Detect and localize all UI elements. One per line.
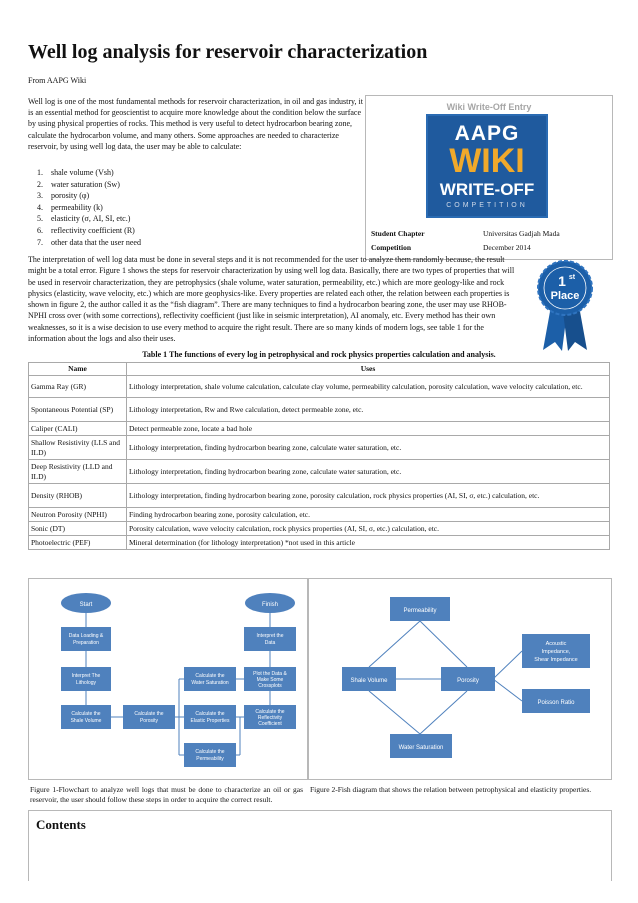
flowchart-permeability-label-2: Permeability	[196, 756, 224, 762]
list-text: permeability (k)	[51, 202, 103, 212]
intro-text: Well log is one of the most fundamental methods for reservoir characterization, in oil and gas industry, it is an essential method for geoscientist to acquire more knowledge about the condition below the surface by using physical properties of rocks. This method is very useful to detect hydrocarbon bearing zone, calculate the hydrocarbon volume, and many others. Some approaches are needed to characterize reservoir, by using well log data, the user may be able to calculate:	[28, 97, 363, 151]
flowchart-load-node	[61, 627, 111, 651]
flowchart-plot-label-1: Plot the Data &	[253, 671, 287, 677]
log-functions-table	[28, 362, 610, 550]
flowchart-elastic-node	[184, 705, 236, 729]
first-place-ribbon-icon	[535, 258, 595, 353]
body-paragraph	[28, 254, 520, 344]
flowchart-interpret-node	[244, 627, 296, 651]
list-text: other data that the user need	[51, 237, 141, 247]
figure-2-fish-diagram	[308, 578, 612, 780]
column-header-name: Name	[29, 363, 127, 376]
log-uses: Lithology interpretation, finding hydrocarbon bearing zone, porosity calculation, rock physics properties (AI, SI, σ, etc.) calculation, etc.	[127, 484, 610, 508]
flowchart-shale-volume-label-2: Shale Volume	[70, 718, 102, 724]
body-text: The interpretation of well log data must be done in several steps and it is not recommended for the user to analyze them randomly because, the result might be a total error. Figure 1 shows the steps for reservoir characterization by using well log data. Basically, there are two types of properties that will be used in reservoir characterization, they are petrophysics (shale volume, water saturation, permeability, etc.) which are more geology-like and rock physics (elasticity, wave velocity, etc.) which are more geophysics-like. Every properties are related each other, the relation between each properties is shown in figure 2, the author called it as the “fish diagram”. There are many techniques to find a hydrocarbon bearing zone, the user may use RHOB-NPHI cross over (with some corrections), reflectivity coefficient (just like in seismic interpretation), AI anomaly, etc. Every method has their own weaknesses, so it is a wise decision to use every method to acquire the right result. There are so many kinds of modern logs, see table 1 for the information about the logs and also their uses.	[28, 255, 515, 344]
log-name: Gamma Ray (GR)	[29, 376, 127, 398]
log-name: Density (RHOB)	[29, 484, 127, 508]
table-row	[29, 460, 610, 484]
flowchart-lithology-label-2: Lithology	[75, 680, 97, 686]
list-item	[37, 225, 141, 237]
log-name: Sonic (DT)	[29, 522, 127, 536]
logo-competition-text: COMPETITION	[446, 202, 528, 209]
logo-wiki-text: WIKI	[449, 142, 525, 180]
wiki-write-off-infobox	[365, 95, 613, 260]
flowchart-arrows	[86, 612, 270, 755]
flowchart-shale-volume-node	[61, 705, 111, 729]
fish-porosity-label: Porosity	[457, 678, 479, 684]
flowchart-permeability-node	[184, 743, 236, 767]
fish-acoustic-label-3: Shear Impedance	[534, 657, 578, 663]
table-row	[29, 522, 610, 536]
column-header-uses: Uses	[127, 363, 610, 376]
list-item	[37, 179, 141, 191]
list-text: reflectivity coefficient (R)	[51, 225, 135, 235]
log-uses: Lithology interpretation, Rw and Rwe calculation, detect permeable zone, etc.	[127, 398, 610, 422]
page-title: Well log analysis for reservoir characterization	[28, 41, 428, 63]
infobox-value: Universitas Gadjah Mada	[483, 229, 560, 238]
table-row	[29, 398, 610, 422]
flowchart-reflectivity-label-1: Calculate the	[255, 709, 285, 715]
table-header-row	[29, 363, 610, 376]
table-row	[29, 376, 610, 398]
log-name: Shallow Resistivity (LLS and ILD)	[29, 436, 127, 460]
flowchart-lithology-label-1: Interpret The	[71, 673, 101, 679]
flowchart-start-label: Start	[79, 602, 93, 608]
log-name: Caliper (CALI)	[29, 422, 127, 436]
flowchart-elastic-label-1: Calculate the	[195, 711, 225, 717]
log-uses: Porosity calculation, wave velocity calculation, rock physics properties (AI, SI, σ, etc.) calculation, etc.	[127, 522, 610, 536]
flowchart-water-saturation-label-2: Water Saturation	[191, 680, 229, 686]
contents-box	[28, 810, 612, 881]
list-text: elasticity (σ, AI, SI, etc.)	[51, 214, 131, 224]
list-number: 1.	[37, 168, 43, 177]
fish-water-saturation-label: Water Saturation	[398, 745, 444, 751]
figure-1-caption: Figure 1-Flowchart to analyze well logs that must be done to characterize an oil or gas reservoir, the user should follow these steps in order to acquire the correct result.	[30, 785, 303, 804]
table-row	[29, 508, 610, 522]
list-item	[37, 213, 141, 225]
table-row	[29, 536, 610, 550]
list-item	[37, 237, 141, 249]
flowchart-load-label-2: Preparation	[73, 640, 99, 646]
flowchart-plot-label-3: Crossplots	[258, 683, 282, 689]
flowchart-interpret-label-1: Interpret the	[256, 633, 284, 639]
list-text: shale volume (Vsh)	[51, 168, 114, 177]
log-uses: Finding hydrocarbon bearing zone, porosity calculation, etc.	[127, 508, 610, 522]
list-number: 3.	[37, 191, 43, 201]
list-text: water saturation (Sw)	[51, 179, 120, 189]
aapg-wiki-logo	[426, 114, 548, 218]
fish-poisson-ratio-label: Poisson Ratio	[537, 700, 575, 706]
log-uses: Lithology interpretation, finding hydrocarbon bearing zone, calculate water saturation, etc.	[127, 436, 610, 460]
table-row	[29, 436, 610, 460]
fish-shale-volume-label: Shale Volume	[350, 678, 388, 684]
infobox-value: December 2014	[483, 243, 531, 252]
infobox-row-competition	[371, 243, 531, 252]
flowchart-water-saturation-node	[184, 667, 236, 691]
infobox-key: Competition	[371, 243, 411, 252]
logo-aapg-text: AAPG	[454, 122, 520, 145]
list-item	[37, 167, 141, 179]
flowchart-finish-label: Finish	[261, 602, 279, 608]
infobox-title: Wiki Write-Off Entry	[446, 102, 532, 112]
table-row	[29, 422, 610, 436]
list-item	[37, 202, 141, 214]
badge-label: Place	[550, 290, 580, 302]
log-uses: Mineral determination (for lithology interpretation) *not used in this article	[127, 536, 610, 550]
table-row	[29, 484, 610, 508]
list-text: porosity (φ)	[51, 191, 90, 201]
intro-paragraph	[28, 96, 363, 152]
list-number: 2.	[37, 179, 43, 189]
flowchart-plot-label-2: Make Some	[256, 677, 284, 683]
calculation-list	[37, 167, 141, 248]
flowchart-interpret-label-2: Data	[264, 640, 276, 646]
from-wiki-label: From AAPG Wiki	[28, 76, 87, 85]
flowchart-porosity-label-1: Calculate the	[134, 711, 164, 717]
flowchart-lithology-node	[61, 667, 111, 691]
flowchart-porosity-label-2: Porosity	[139, 718, 159, 724]
figure-2-caption: Figure 2-Fish diagram that shows the relation between petrophysical and elasticity properties.	[310, 785, 592, 794]
flowchart-shale-volume-label-1: Calculate the	[71, 711, 101, 717]
fish-permeability-label: Permeability	[403, 608, 437, 614]
figure-1-flowchart	[28, 578, 308, 780]
flowchart-reflectivity-label-3: Coefficient	[258, 721, 282, 727]
list-number: 4.	[37, 202, 43, 212]
badge-rank: 1	[558, 273, 566, 289]
log-name: Photoelectric (PEF)	[29, 536, 127, 550]
log-uses: Lithology interpretation, finding hydrocarbon bearing zone, calculate water saturation, etc.	[127, 460, 610, 484]
list-number: 5.	[37, 214, 43, 224]
table-caption: Table 1 The functions of every log in petrophysical and rock physics properties calculation and analysis.	[142, 350, 496, 359]
flowchart-water-saturation-label-1: Calculate the	[195, 673, 225, 679]
infobox-row-student-chapter	[371, 229, 560, 238]
flowchart-elastic-label-2: Elastic Properties	[190, 718, 230, 724]
list-number: 7.	[37, 237, 43, 247]
log-uses: Lithology interpretation, shale volume calculation, calculate clay volume, permeability calculation, porosity calculation, wave velocity calculation, etc.	[127, 376, 610, 398]
flowchart-load-label-1: Data Loading &	[68, 633, 104, 639]
list-item	[37, 190, 141, 202]
flowchart-permeability-label-1: Calculate the	[195, 749, 225, 755]
flowchart-reflectivity-label-2: Reflectivity	[257, 715, 283, 721]
infobox-key: Student Chapter	[371, 229, 425, 238]
log-uses: Detect permeable zone, locate a bad hole	[127, 422, 610, 436]
log-name: Spontaneous Potential (SP)	[29, 398, 127, 422]
logo-write-off-text: WRITE-OFF	[439, 180, 535, 199]
fish-acoustic-label-2: Impedance,	[541, 649, 571, 655]
log-name: Deep Resistivity (LLD and ILD)	[29, 460, 127, 484]
list-number: 6.	[37, 225, 43, 235]
badge-suffix: st	[568, 274, 576, 281]
fish-acoustic-label-1: Acoustic	[545, 641, 567, 647]
flowchart-porosity-node	[123, 705, 175, 729]
log-name: Neutron Porosity (NPHI)	[29, 508, 127, 522]
contents-title: Contents	[36, 817, 86, 832]
